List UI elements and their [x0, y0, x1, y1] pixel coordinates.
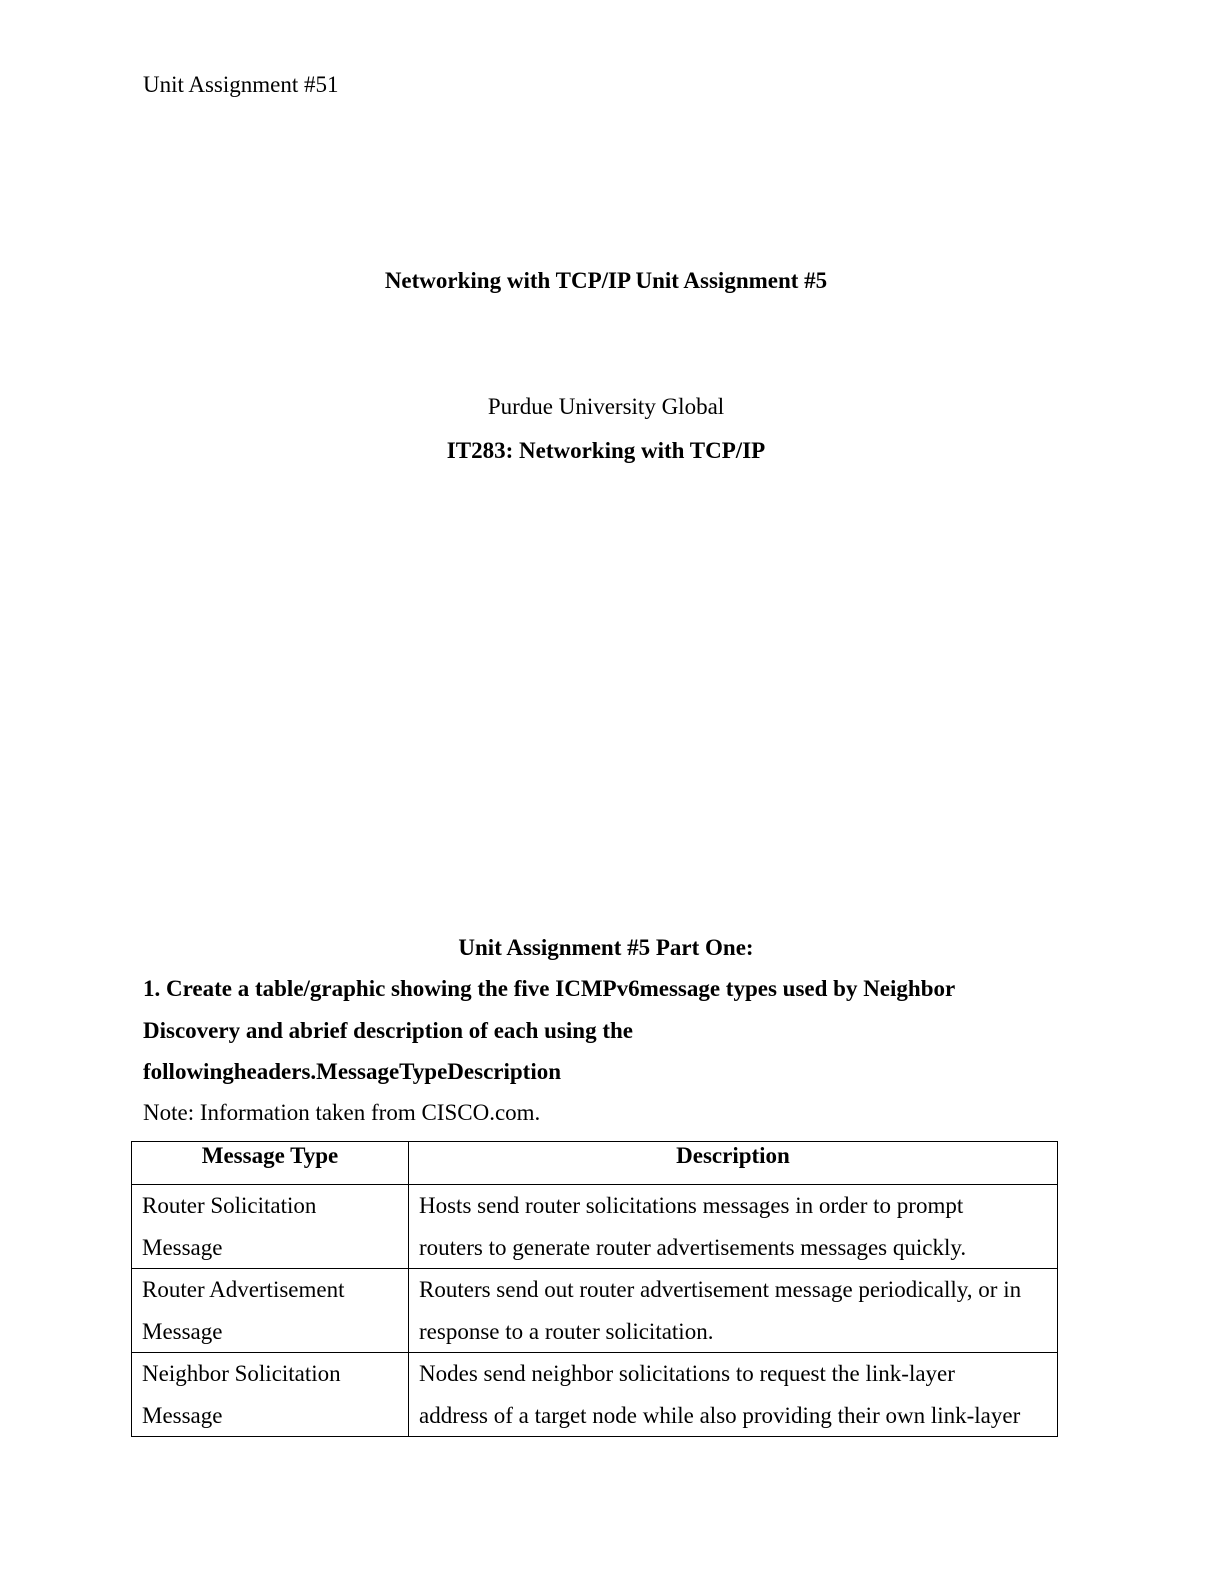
- table-row: [132, 1353, 1058, 1437]
- icmpv6-message-table: [131, 1141, 1058, 1437]
- cell-line: Router Solicitation: [142, 1193, 317, 1218]
- message-type-cell: [132, 1185, 409, 1269]
- cell-line: Message: [142, 1234, 223, 1260]
- description-cell: [409, 1185, 1058, 1269]
- cell-line: Message: [142, 1402, 223, 1428]
- document-title: Networking with TCP/IP Unit Assignment #5: [384, 268, 828, 293]
- cell-line: Message: [142, 1318, 223, 1344]
- cell-line: Nodes send neighbor solicitations to request the link-layer: [419, 1361, 955, 1386]
- table-header-row: [132, 1142, 1058, 1185]
- question-line: followingheaders.MessageTypeDescription: [143, 1059, 562, 1084]
- table-row: [132, 1185, 1058, 1269]
- cell-line: Hosts send router solicitations messages in order to prompt: [419, 1193, 964, 1218]
- institution: Purdue University Global: [487, 394, 725, 419]
- running-header: Unit Assignment #51: [143, 72, 339, 97]
- course-name: IT283: Networking with TCP/IP: [446, 438, 766, 463]
- description-cell: [409, 1269, 1058, 1353]
- cell-line: address of a target node while also providing their own link-layer: [419, 1402, 1021, 1428]
- question-line: Discovery and abrief description of each using the: [143, 1018, 634, 1043]
- question-line: 1. Create a table/graphic showing the five ICMPv6message types used by Neighbor: [143, 976, 956, 1001]
- table-row: [132, 1269, 1058, 1353]
- cell-line: routers to generate router advertisements messages quickly.: [419, 1234, 967, 1260]
- header-description: Description: [409, 1142, 1058, 1185]
- source-note: Note: Information taken from CISCO.com.: [143, 1100, 541, 1125]
- cell-line: Routers send out router advertisement message periodically, or in: [419, 1277, 1022, 1302]
- section-heading: Unit Assignment #5 Part One:: [458, 935, 754, 960]
- cell-line: Neighbor Solicitation: [142, 1361, 341, 1386]
- description-cell: [409, 1353, 1058, 1437]
- cell-line: response to a router solicitation.: [419, 1318, 714, 1344]
- cell-line: Router Advertisement: [142, 1277, 345, 1302]
- message-type-cell: [132, 1353, 409, 1437]
- message-type-cell: [132, 1269, 409, 1353]
- header-message-type: Message Type: [132, 1142, 409, 1185]
